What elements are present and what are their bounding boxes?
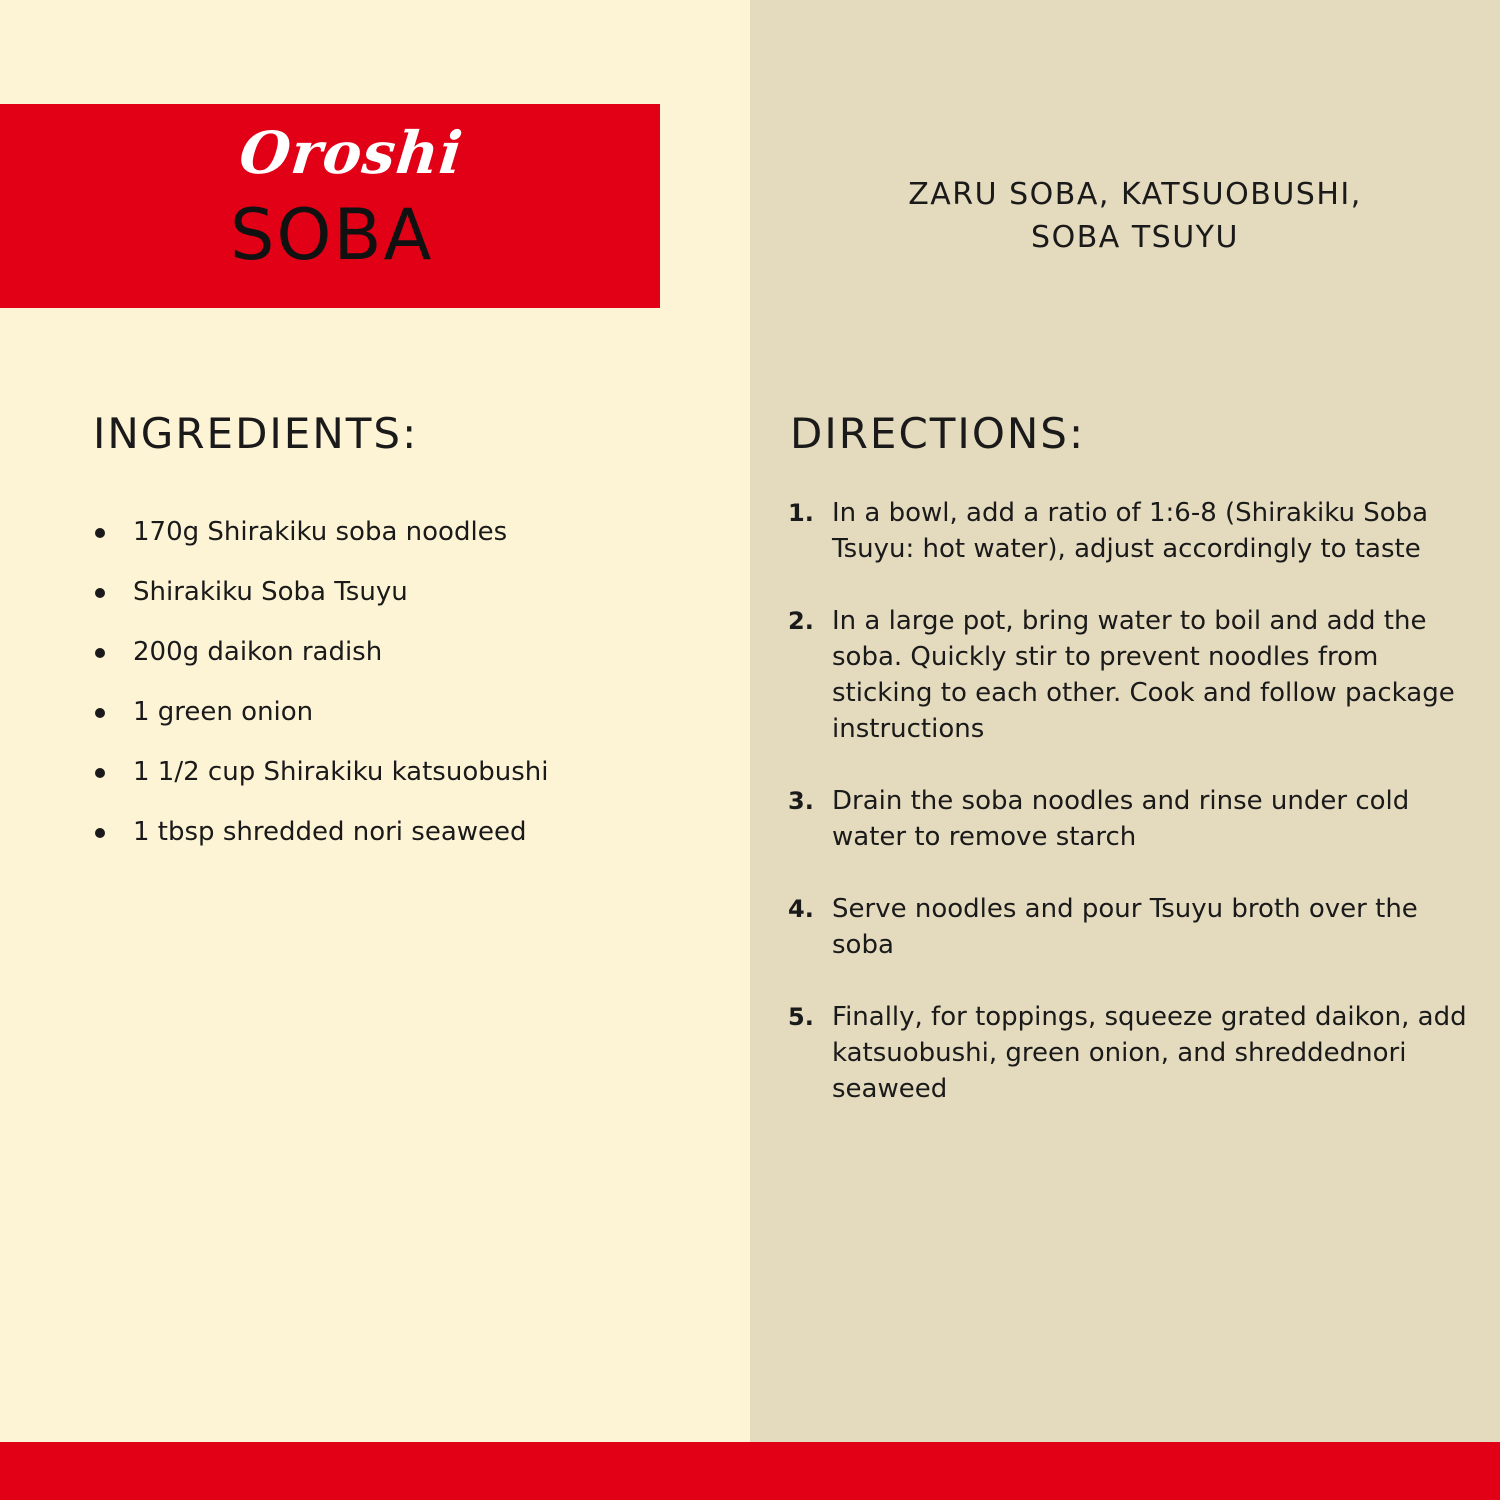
step-text: Serve noodles and pour Tsuyu broth over the soba [832,894,1418,960]
subtitle-line-1: ZARU SOBA, KATSUOBUSHI, [908,177,1362,212]
step-number: 2. [788,607,814,635]
step-text: In a bowl, add a ratio of 1:6-8 (Shirakiku Soba Tsuyu: hot water), adjust accordingly to taste [832,498,1429,564]
step-number: 4. [788,895,814,923]
ingredient-text: 1 green onion [133,697,314,727]
direction-step [788,999,1468,1107]
directions-list [788,495,1468,1143]
ingredients-heading: INGREDIENTS: [93,409,419,458]
bullet-icon [95,528,105,538]
ingredient-item [95,754,548,814]
ingredients-list [95,514,548,874]
directions-heading: DIRECTIONS: [790,409,1086,458]
ingredient-item [95,514,548,574]
bullet-icon [95,588,105,598]
title-script: Oroshi [236,119,467,187]
bullet-icon [95,768,105,778]
ingredient-item [95,814,548,874]
bullet-icon [95,828,105,838]
ingredient-text: Shirakiku Soba Tsuyu [133,577,408,607]
step-text: In a large pot, bring water to boil and add the soba. Quickly stir to prevent noodles from sticking to each other. Cook and follow package instructions [832,606,1455,744]
step-text: Finally, for toppings, squeeze grated daikon, add katsuobushi, green onion, and shreddednori seaweed [832,1002,1467,1104]
bullet-icon [95,648,105,658]
ingredient-item [95,574,548,634]
direction-step [788,603,1468,747]
page-title: SOBA [230,194,434,276]
footer-bar [0,1442,1500,1500]
ingredient-text: 170g Shirakiku soba noodles [133,517,508,547]
step-number: 5. [788,1003,814,1031]
direction-step [788,495,1468,567]
ingredient-item [95,694,548,754]
step-text: Drain the soba noodles and rinse under cold water to remove starch [832,786,1410,852]
direction-step [788,783,1468,855]
bullet-icon [95,708,105,718]
ingredient-item [95,634,548,694]
recipe-subtitle [860,173,1410,259]
ingredient-text: 200g daikon radish [133,637,383,667]
step-number: 1. [788,499,814,527]
ingredient-text: 1 1/2 cup Shirakiku katsuobushi [133,757,549,787]
step-number: 3. [788,787,814,815]
direction-step [788,891,1468,963]
subtitle-line-2: SOBA TSUYU [1031,220,1239,255]
ingredient-text: 1 tbsp shredded nori seaweed [133,817,527,847]
